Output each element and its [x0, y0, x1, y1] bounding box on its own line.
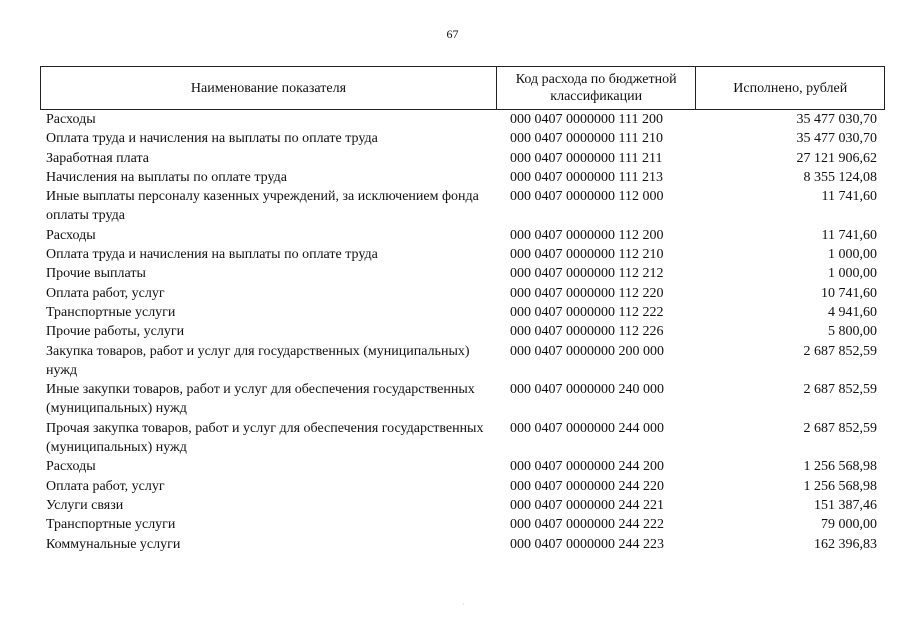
header-amount: Исполнено, рублей — [695, 67, 884, 109]
table-header — [40, 66, 885, 110]
cell-amount: 1 000,00 — [828, 266, 877, 282]
cell-amount: 35 477 030,70 — [796, 131, 877, 147]
table-row — [40, 110, 885, 129]
cell-code: 000 0407 0000000 112 212 — [510, 266, 664, 282]
cell-amount: 2 687 852,59 — [803, 343, 877, 359]
cell-amount: 1 000,00 — [828, 247, 877, 263]
table-row — [40, 149, 885, 168]
cell-code: 000 0407 0000000 111 211 — [510, 150, 663, 166]
table-row — [40, 515, 885, 534]
cell-name: Оплата труда и начисления на выплаты по оплате труда — [46, 131, 378, 147]
scan-speck: · — [462, 600, 465, 609]
table-row — [40, 245, 885, 264]
cell-code: 000 0407 0000000 112 222 — [510, 304, 664, 320]
cell-amount: 11 741,60 — [821, 227, 877, 243]
cell-name: Расходы — [46, 112, 96, 127]
cell-code: 000 0407 0000000 112 000 — [510, 189, 664, 205]
cell-name: Закупка товаров, работ и услуг для государственных (муниципальных) нужд — [46, 343, 470, 378]
cell-code: 000 0407 0000000 112 200 — [510, 227, 664, 243]
cell-name: Иные выплаты персоналу казенных учреждений, за исключением фонда оплаты труда — [46, 189, 479, 224]
cell-code: 000 0407 0000000 244 223 — [510, 536, 664, 552]
cell-amount: 35 477 030,70 — [796, 112, 877, 127]
cell-code: 000 0407 0000000 111 200 — [510, 112, 663, 127]
table-row — [40, 457, 885, 476]
table-row — [40, 419, 885, 458]
cell-amount: 1 256 568,98 — [803, 459, 877, 475]
table-row — [40, 187, 885, 226]
cell-name: Расходы — [46, 459, 96, 475]
cell-name: Заработная плата — [46, 150, 149, 166]
cell-code: 000 0407 0000000 112 220 — [510, 285, 664, 301]
cell-name: Коммунальные услуги — [46, 536, 181, 552]
table-row — [40, 303, 885, 322]
cell-amount: 8 355 124,08 — [803, 169, 877, 185]
table-row — [40, 477, 885, 496]
cell-amount: 5 800,00 — [828, 324, 877, 340]
cell-code: 000 0407 0000000 240 000 — [510, 382, 664, 398]
table-row — [40, 129, 885, 148]
table-row — [40, 284, 885, 303]
cell-amount: 4 941,60 — [828, 304, 877, 320]
table-row — [40, 496, 885, 515]
table-row — [40, 226, 885, 245]
cell-amount: 1 256 568,98 — [803, 478, 877, 494]
cell-amount: 2 687 852,59 — [803, 382, 877, 398]
cell-code: 000 0407 0000000 111 213 — [510, 169, 663, 185]
cell-code: 000 0407 0000000 244 221 — [510, 497, 664, 513]
cell-name: Начисления на выплаты по оплате труда — [46, 169, 287, 185]
cell-amount: 27 121 906,62 — [796, 150, 877, 166]
header-name: Наименование показателя — [190, 80, 347, 96]
cell-code: 000 0407 0000000 244 220 — [510, 478, 664, 494]
cell-amount: 151 387,46 — [814, 497, 877, 513]
table-row — [40, 342, 885, 381]
cell-amount: 11 741,60 — [821, 189, 877, 205]
table-row — [40, 264, 885, 283]
header-code: Код расхода по бюджетной классификации — [496, 67, 696, 109]
cell-name: Транспортные услуги — [46, 517, 176, 533]
table-row — [40, 322, 885, 341]
cell-name: Оплата труда и начисления на выплаты по оплате труда — [46, 247, 378, 263]
expenditure-table — [40, 66, 885, 554]
table-body — [40, 110, 885, 554]
cell-name: Прочая закупка товаров, работ и услуг для обеспечения государственных (муниципальных) нужд — [46, 420, 484, 456]
cell-code: 000 0407 0000000 244 000 — [510, 420, 664, 436]
cell-code: 000 0407 0000000 112 226 — [510, 324, 664, 340]
page-number: 67 — [446, 27, 459, 41]
table-row — [40, 535, 885, 554]
cell-name: Услуги связи — [46, 497, 124, 513]
cell-code: 000 0407 0000000 112 210 — [510, 247, 664, 263]
cell-amount: 162 396,83 — [814, 536, 877, 552]
cell-name: Оплата работ, услуг — [46, 285, 165, 301]
cell-amount: 2 687 852,59 — [803, 420, 877, 436]
cell-name: Иные закупки товаров, работ и услуг для обеспечения государственных (муниципальных) нужд — [46, 382, 475, 417]
cell-code: 000 0407 0000000 244 222 — [510, 517, 664, 533]
cell-code: 000 0407 0000000 200 000 — [510, 343, 664, 359]
cell-amount: 10 741,60 — [821, 285, 877, 301]
cell-code: 000 0407 0000000 244 200 — [510, 459, 664, 475]
cell-code: 000 0407 0000000 111 210 — [510, 131, 663, 147]
table-row — [40, 168, 885, 187]
cell-amount: 79 000,00 — [821, 517, 877, 533]
cell-name: Оплата работ, услуг — [46, 478, 165, 494]
table-row — [40, 380, 885, 419]
cell-name: Расходы — [46, 227, 96, 243]
cell-name: Транспортные услуги — [46, 304, 176, 320]
cell-name: Прочие работы, услуги — [46, 324, 185, 340]
cell-name: Прочие выплаты — [46, 266, 146, 282]
